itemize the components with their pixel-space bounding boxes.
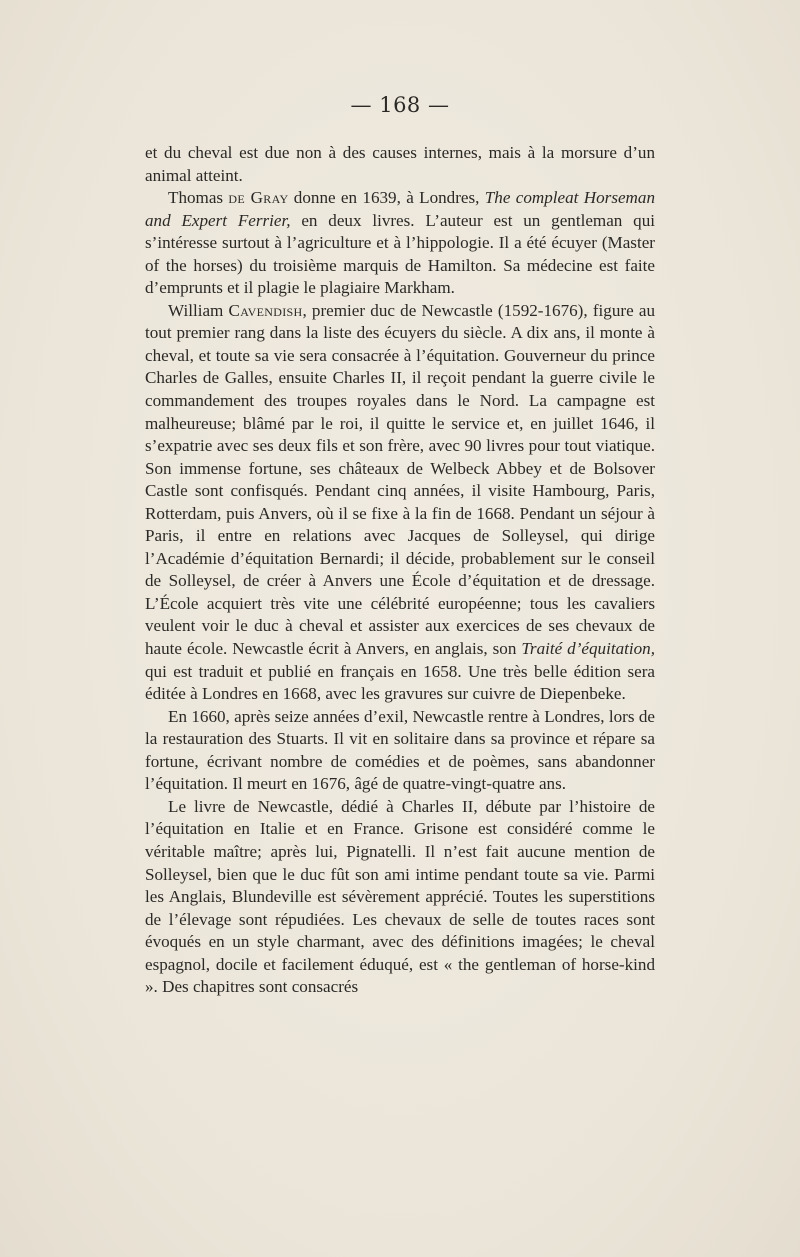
paragraph xyxy=(145,142,655,187)
text-run: et du cheval est due non à des causes internes, mais à la morsure d’un animal atteint. xyxy=(145,143,655,185)
paragraph xyxy=(145,706,655,796)
italic-title: The compleat Horseman and Expert Ferrier, xyxy=(145,188,655,230)
paragraph xyxy=(145,300,655,706)
page-number: — 168 — xyxy=(350,93,450,117)
text-run: En 1660, après seize années d’exil, Newcastle rentre à Londres, lors de la restauration des Stuarts. Il vit en solitaire dans sa province et répare sa fortune, écrivant nombre de comédies et de poèmes, sans abandonner l’équitation. Il meurt en 1676, âgé de quatre-vingt-quatre ans. xyxy=(145,706,655,794)
text-run: William xyxy=(168,300,229,320)
small-caps-name: de Gray xyxy=(228,188,289,208)
text-run: , premier duc de Newcastle (1592-1676), figure au tout premier rang dans la liste des écuyers du siècle. A dix ans, il monte à cheval, et toute sa vie sera consacrée à l’équitation. Gouverneur du prince Charles de Galles, ensuite Charles II, il reçoit pendant la guerre civile le commandement des troupes royales dans le Nord. La campagne est malheureuse; blâmé par le roi, il quitte le service et, en juillet 1646, il s’expatrie avec ses deux fils et son frère, avec 90 livres pour tout viatique. Son immense fortune, ses châteaux de Welbeck Abbey et de Bolsover Castle sont confisqués. Pendant cinq années, il visite Hambourg, Paris, Rotterdam, puis Anvers, où il se fixe à la fin de 1668. Pendant un séjour à Paris, il entre en relations avec Jacques de Solleysel, qui dirige l’Académie d’équitation Bernardi; il décide, probablement sur le conseil de Solleysel, de créer à Anvers une École d’équitation et de dressage. L’École acquiert très vite une célébrité européenne; tous les cavaliers veulent voir le duc à cheval et assister aux exercices de ses chevaux de haute école. Newcastle écrit à Anvers, en anglais, son xyxy=(145,300,656,659)
text-run: donne en 1639, à Londres, xyxy=(288,188,485,208)
small-caps-name: Cavendish xyxy=(228,300,303,320)
italic-title: Traité d’équitation, xyxy=(521,639,655,659)
body-text xyxy=(145,142,655,999)
text-run: Thomas xyxy=(168,188,229,208)
text-run: en deux livres. L’auteur est un gentleman qui s’intéresse surtout à l’agriculture et à l’hippologie. Il a été écuyer (Master of the horses) du troisième marquis de Hamilton. Sa médecine est faite d’emprunts et il plagie le plagiaire Markham. xyxy=(145,210,656,298)
text-run: qui est traduit et publié en français en 1658. Une très belle édition sera éditée à Londres en 1668, avec les gravures sur cuivre de Diepenbeke. xyxy=(145,661,655,704)
text-run: Le livre de Newcastle, dédié à Charles II, débute par l’histoire de l’équitation en Italie et en France. Grisone est considéré comme le véritable maître; après lui, Pignatelli. Il n’est fait aucune mention de Solleysel, bien que le duc fût son ami intime pendant toute sa vie. Parmi les Anglais, Blundeville est sévèrement apprécié. Toutes les superstitions de l’élevage sont répudiées. Les chevaux de selle de toutes races sont évoqués en un style charmant, avec des définitions imagées; le cheval espagnol, docile et facilement éduqué, est « the gentleman of horse-kind ». Des chapitres sont consacrés xyxy=(145,796,655,997)
paragraph xyxy=(145,187,655,300)
paragraph xyxy=(145,796,655,999)
